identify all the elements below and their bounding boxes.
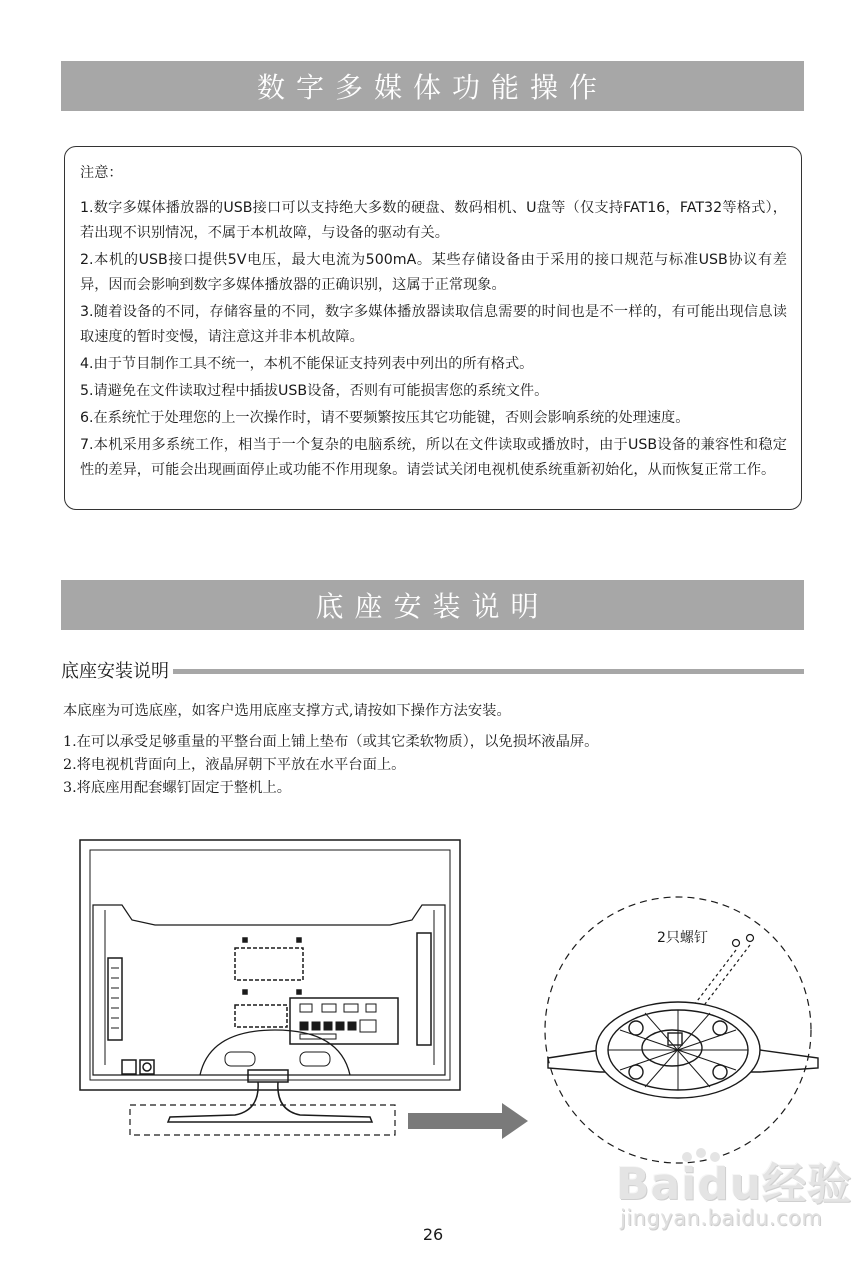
section-banner-stand (61, 580, 804, 630)
notice-item: 2.本机的USB接口提供5V电压，最大电流为500mA。某些存储设备由于采用的接口规范与标准USB协议有差异，因而会影响到数字多媒体播放器的正确识别，这属于正常现象。 (80, 252, 787, 293)
watermark-logo: Baidu经验 (616, 1159, 853, 1210)
screw-icon (747, 935, 754, 942)
watermark-url: jingyan.baidu.com (620, 1206, 823, 1230)
banner-title: 数字多媒体功能操作 (256, 71, 608, 104)
notice-heading: 注意： (80, 165, 123, 181)
stand-intro: 本底座为可选底座，如客户选用底座支撑方式,请按如下操作方法安装。 (63, 703, 511, 719)
stand-sub-heading (61, 657, 804, 683)
label-area (235, 948, 303, 980)
banner-title: 底座安装说明 (315, 590, 550, 623)
notice-item: 6.在系统忙于处理您的上一次操作时，请不要频繁按压其它功能键，否则会影响系统的处理速度。 (80, 410, 690, 426)
step-item: 3.将底座用配套螺钉固定于整机上。 (63, 780, 292, 796)
stand-steps (63, 731, 598, 800)
side-slot (417, 933, 431, 1045)
notice-item: 5.请避免在文件读取过程中插拔USB设备，否则有可能损害您的系统文件。 (80, 383, 549, 399)
sub-heading-text: 底座安装说明 (61, 661, 169, 682)
heading-rule (173, 669, 804, 674)
tv-back-cover (93, 905, 445, 1075)
tv-back-frame (80, 840, 460, 1090)
section-banner-multimedia (61, 61, 804, 111)
baidu-watermark (598, 1148, 853, 1253)
page-number: 26 (422, 1225, 444, 1244)
notice-box (64, 146, 802, 510)
base-placeholder (130, 1105, 395, 1135)
notice-item: 3.随着设备的不同，存储容量的不同，数字多媒体播放器读取信息需要的时间也是不一样的，有可能出现信息读取速度的暂时变慢，请注意这并非本机故障。 (80, 304, 787, 345)
notice-item: 4.由于节目制作工具不统一，本机不能保证支持列表中列出的所有格式。 (80, 356, 534, 372)
stand-base (548, 1002, 818, 1098)
screw-label: 2只螺钉 (657, 930, 708, 946)
stand-neck-arch (200, 1030, 350, 1075)
step-item: 1.在可以承受足够重量的平整台面上铺上垫布（或其它柔软物质），以免损坏液晶屏。 (63, 734, 599, 750)
step-item: 2.将电视机背面向上，液晶屏朝下平放在水平台面上。 (63, 757, 406, 773)
screw-icon (733, 940, 740, 947)
notice-item: 1.数字多媒体播放器的USB接口可以支持绝大多数的硬盘、数码相机、U盘等（仅支持FAT16，FAT32等格式），若出现不识别情况，不属于本机故障，与设备的驱动有关。 (80, 200, 787, 241)
arrow-icon (408, 1103, 528, 1139)
stand-installation-diagram (60, 830, 820, 1170)
notice-item: 7.本机采用多系统工作，相当于一个复杂的电脑系统，所以在文件读取或播放时，由于USB设备的兼容性和稳定性的差异，可能会出现画面停止或功能不作用现象。请尝试关闭电视机使系统重新初始化，从而恢复正常工作。 (80, 437, 787, 478)
